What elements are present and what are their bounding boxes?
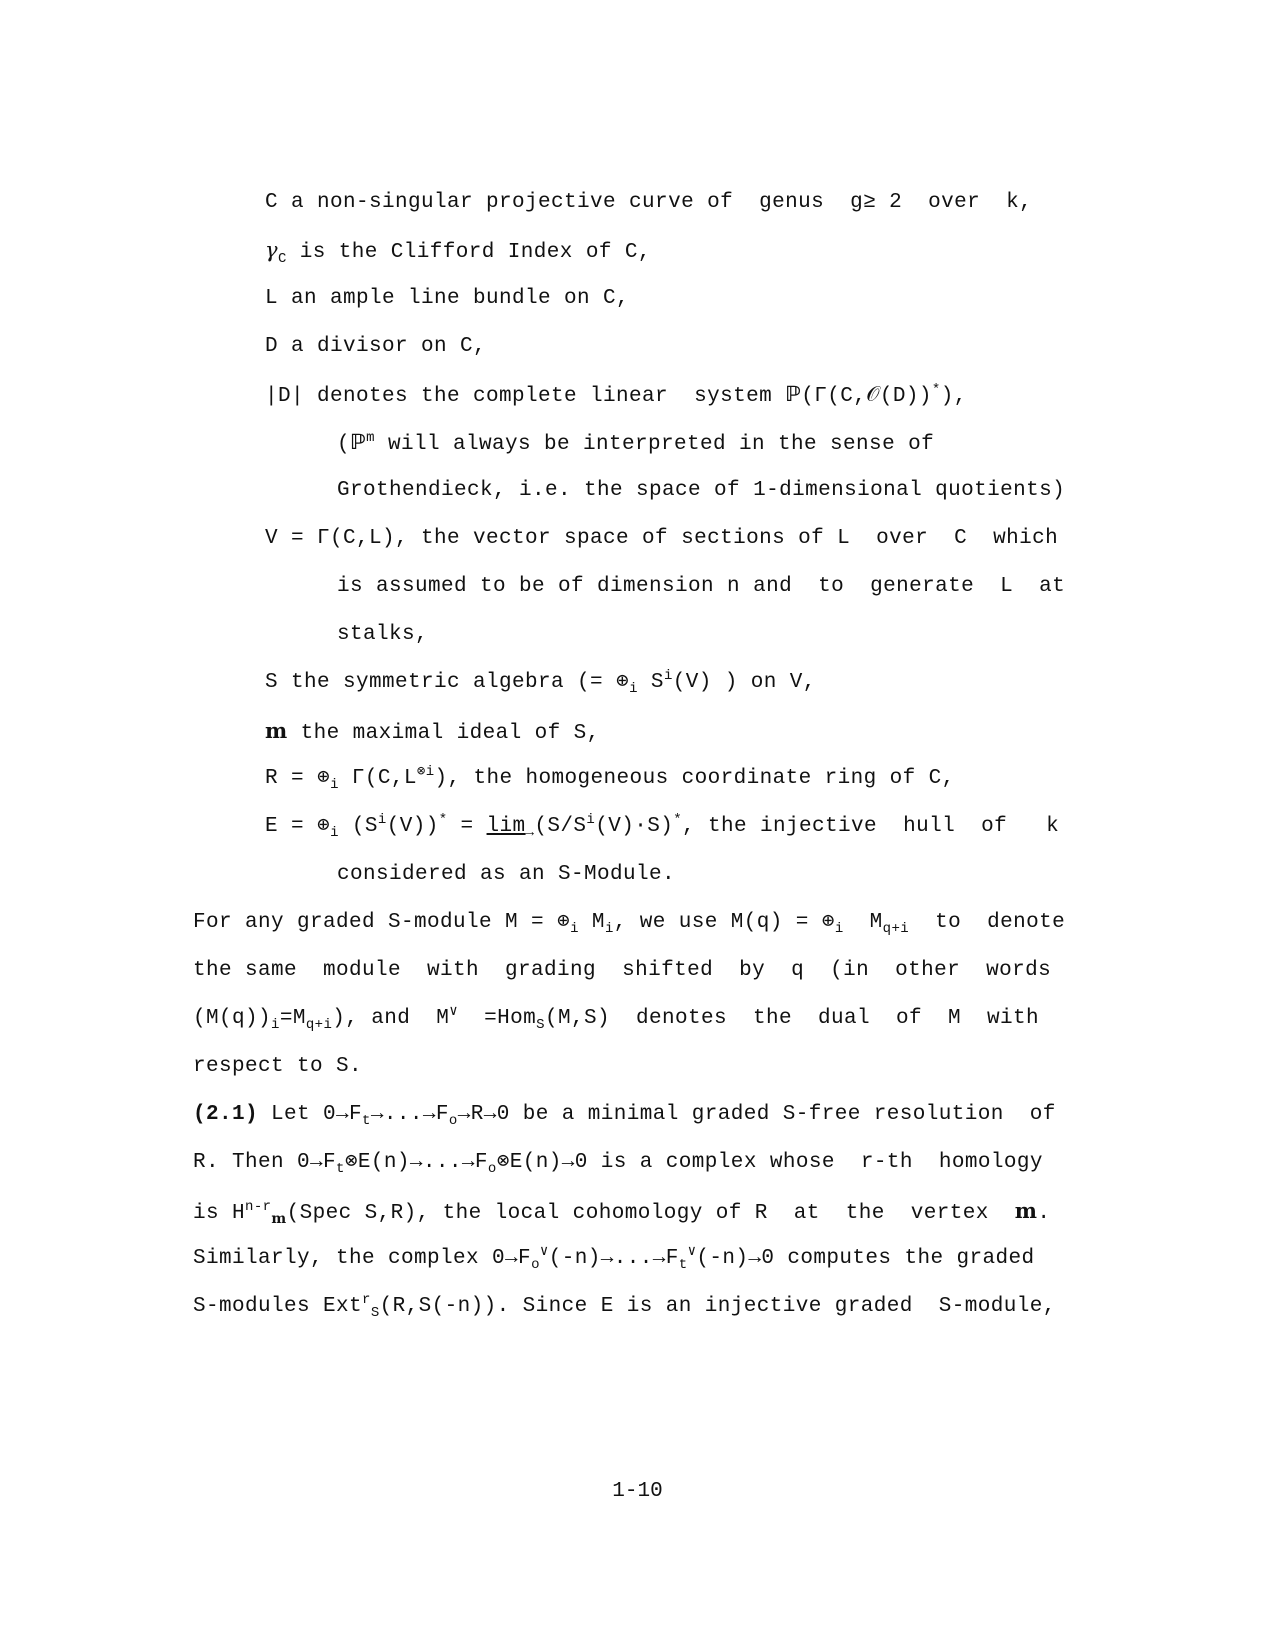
text: R. Then 0→F <box>193 1151 337 1174</box>
line-resolution <box>193 1103 1056 1130</box>
text: ⊗E(n)→0 is a complex whose r-th homology <box>496 1151 1043 1174</box>
subscript: i <box>570 921 579 938</box>
text: (M(q)) <box>193 1007 272 1030</box>
subscript: o <box>487 1161 497 1178</box>
projective-space-symbol: ℙ <box>350 430 367 454</box>
superscript: * <box>673 812 683 828</box>
line-curve-def: C a non-singular projective curve of genus g≥ 2 over k, <box>265 191 1033 214</box>
text: , the injective hull of k <box>682 815 1060 838</box>
subscript: m <box>271 1211 287 1228</box>
line-stalks: stalks, <box>337 623 429 646</box>
text: (S/S <box>534 815 587 838</box>
text: M <box>843 911 883 934</box>
line-injective-hull <box>265 812 1060 842</box>
text: E = ⊕ <box>265 815 331 838</box>
subscript: t <box>678 1257 688 1274</box>
superscript: r <box>362 1292 371 1308</box>
line-dual-complex <box>193 1244 1035 1274</box>
line-graded-module <box>193 911 1066 938</box>
limit-operator: lim <box>486 815 526 838</box>
line-interpretation <box>337 432 1122 455</box>
superscript: ⊗i <box>416 764 435 780</box>
text: to denote <box>909 911 1066 934</box>
text: ), the homogeneous coordinate ring of C, <box>434 767 955 790</box>
line-local-cohomology <box>193 1198 1051 1228</box>
line-symmetric-algebra <box>265 668 816 698</box>
line-ext-modules <box>193 1292 1056 1322</box>
text: S the symmetric algebra (= ⊕ <box>265 671 630 694</box>
superscript: ∨ <box>449 1004 459 1020</box>
line-ample-bundle: L an ample line bundle on C, <box>265 287 630 310</box>
text: M <box>578 911 605 934</box>
maximal-ideal-symbol: m <box>1014 1198 1038 1223</box>
text: Γ(C,L <box>338 767 417 790</box>
projective-space-symbol: ℙ <box>785 382 802 406</box>
text: , we use M(q) = ⊕ <box>613 911 835 934</box>
text: S <box>637 671 664 694</box>
text: ⊗E(n)→...→F <box>344 1151 488 1174</box>
subscript: i <box>834 921 844 938</box>
line-dimension: is assumed to be of dimension n and to generate L at <box>337 575 1066 598</box>
text: Let 0→F <box>258 1103 363 1126</box>
superscript: n-r <box>245 1199 272 1215</box>
subscript: S <box>536 1017 545 1034</box>
subscript: i <box>629 681 638 698</box>
text: |D| denotes the complete linear system <box>265 385 786 408</box>
text: is H <box>193 1202 246 1225</box>
text: (-n)→0 computes the graded <box>696 1247 1035 1270</box>
text: (V)) <box>386 815 439 838</box>
text: ( <box>337 433 351 456</box>
line-linear-system <box>265 384 967 407</box>
text: (S <box>338 815 378 838</box>
line-dual-module <box>193 1004 1040 1034</box>
subscript: i <box>330 825 339 842</box>
subscript: C <box>277 251 287 268</box>
text: (V) ) on V, <box>672 671 816 694</box>
text: (-n)→...→F <box>548 1247 679 1270</box>
line-sections: V = Γ(C,L), the vector space of sections of L over C which <box>265 527 1059 550</box>
subscript: t <box>362 1113 371 1130</box>
text: →...→F <box>370 1103 449 1126</box>
subscript: i <box>330 777 339 794</box>
text: (V)·S) <box>595 815 674 838</box>
line-respect: respect to S. <box>193 1055 363 1078</box>
subscript: o <box>531 1257 540 1274</box>
limit-arrow: → <box>525 825 535 842</box>
gamma-symbol: γ <box>265 238 278 262</box>
line-grothendieck: Grothendieck, i.e. the space of 1-dimensional quotients) <box>337 479 1066 502</box>
maximal-ideal-symbol: m <box>265 718 288 743</box>
text: the maximal ideal of S, <box>287 722 600 745</box>
text: S-modules Ext <box>193 1295 363 1318</box>
text: (M,S) denotes the dual of M with <box>544 1007 1040 1030</box>
subscript: S <box>370 1305 380 1322</box>
subscript: q+i <box>305 1017 333 1034</box>
subscript: o <box>448 1113 458 1130</box>
line-coordinate-ring <box>265 764 955 794</box>
line-s-module: considered as an S-Module. <box>337 863 676 886</box>
subscript: i <box>271 1017 280 1034</box>
text: →R→0 be a minimal graded S-free resolution of <box>457 1103 1056 1126</box>
line-maximal-ideal <box>265 720 600 744</box>
superscript: * <box>438 812 448 828</box>
superscript: i <box>377 812 387 828</box>
text: (Spec S,R), the local cohomology of R at the vertex <box>286 1202 1015 1225</box>
text: . <box>1037 1202 1051 1225</box>
page-number: 1-10 <box>612 1480 663 1503</box>
text: is the Clifford Index of C, <box>286 241 651 264</box>
text: R = ⊕ <box>265 767 331 790</box>
line-complex <box>193 1151 1043 1178</box>
superscript: * <box>931 382 941 398</box>
text: = <box>447 815 487 838</box>
superscript: m <box>366 430 375 446</box>
line-divisor: D a divisor on C, <box>265 335 487 358</box>
subscript: i <box>604 921 614 938</box>
superscript: ∨ <box>687 1244 697 1260</box>
superscript: i <box>663 668 673 684</box>
text: ), <box>940 385 967 408</box>
section-number: (2.1) <box>193 1103 259 1126</box>
text: Similarly, the complex 0→F <box>193 1247 532 1270</box>
line-clifford-index <box>265 238 651 268</box>
superscript: i <box>586 812 596 828</box>
text: =Hom <box>458 1007 537 1030</box>
text: ), and M <box>332 1007 450 1030</box>
subscript: t <box>336 1161 345 1178</box>
text: will always be interpreted in the sense of <box>374 433 935 456</box>
superscript: ∨ <box>539 1244 549 1260</box>
text: For any graded S-module M = ⊕ <box>193 911 571 934</box>
text: (R,S(-n)). Since E is an injective graded S-module, <box>379 1295 1056 1318</box>
text: =M <box>279 1007 306 1030</box>
line-grading-shifted: the same module with grading shifted by q (in other words <box>193 959 1052 982</box>
subscript: q+i <box>882 921 910 938</box>
text: (Γ(C,𝒪(D)) <box>801 385 932 408</box>
